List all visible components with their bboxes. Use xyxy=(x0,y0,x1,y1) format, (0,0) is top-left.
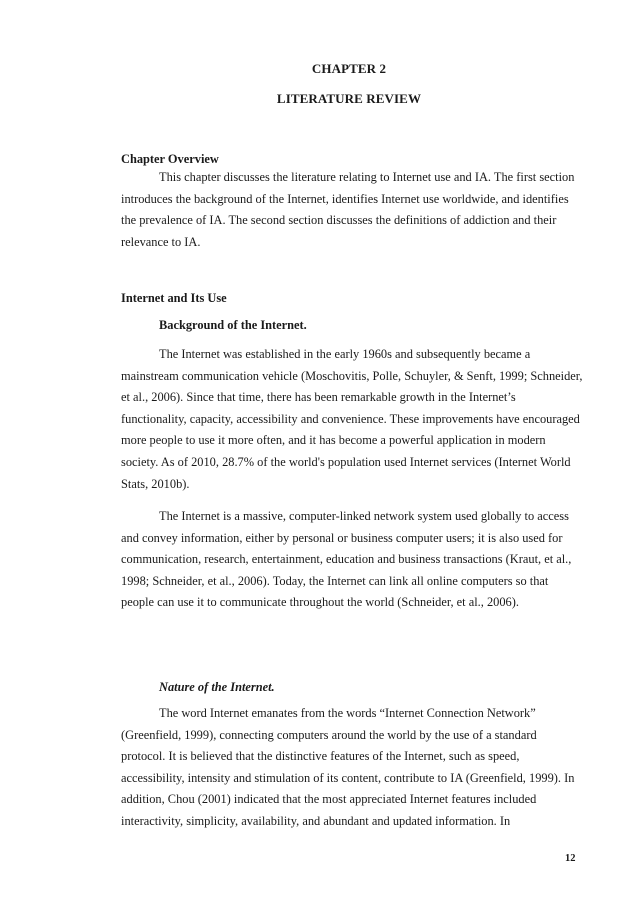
background-paragraph-2: The Internet is a massive, computer-linked network system used globally to access and convey information, either by personal or business computer users; it is also used for communication, research, entertainment, education and business transactions (Kraut, et al., 1998; Schneider, et al., 2006). Today, the Internet can link all online computers so that people can use it to communicate throughout the world (Schneider, et al., 2006). xyxy=(121,509,572,610)
nature-paragraph: The word Internet emanates from the words “Internet Connection Network” (Greenfield, 1999), connecting computers around the world by the use of a standard protocol. It is believed that the distinctive features of the Internet, such as speed, accessibility, intensity and stimulation of its content, contribute to IA (Greenfield, 1999). In addition, Chou (2001) indicated that the most appreciated Internet features included interactivity, simplicity, availability, and abundant and updated information. In xyxy=(121,706,575,828)
background-heading: Background of the Internet. xyxy=(159,318,307,332)
page-number: 12 xyxy=(565,853,576,864)
chapter-number: CHAPTER 2 xyxy=(311,61,387,76)
chapter-overview-paragraph: This chapter discusses the literature relating to Internet use and IA. The first section introduces the background of the Internet, identifies Internet use worldwide, and identifies the prevalence of IA. The second section discusses the definitions of addiction and their relevance to IA. xyxy=(121,170,575,249)
background-paragraph-1: The Internet was established in the early 1960s and subsequently became a mainstream communication vehicle (Moschovitis, Polle, Schuyler, & Senft, 1999; Schneider, et al., 2006). Since that time, there has been remarkable growth in the Internet’s functionality, capacity, accessibility and convenience. These improvements have encouraged more people to use it more often, and it has become a powerful application in modern society. As of 2010, 28.7% of the world's population used Internet services (Internet World Stats, 2010b). xyxy=(121,347,583,491)
chapter-overview-heading: Chapter Overview xyxy=(121,152,219,166)
nature-heading: Nature of the Internet. xyxy=(159,680,275,694)
internet-use-heading: Internet and Its Use xyxy=(121,291,227,305)
chapter-title: LITERATURE REVIEW xyxy=(276,91,422,106)
